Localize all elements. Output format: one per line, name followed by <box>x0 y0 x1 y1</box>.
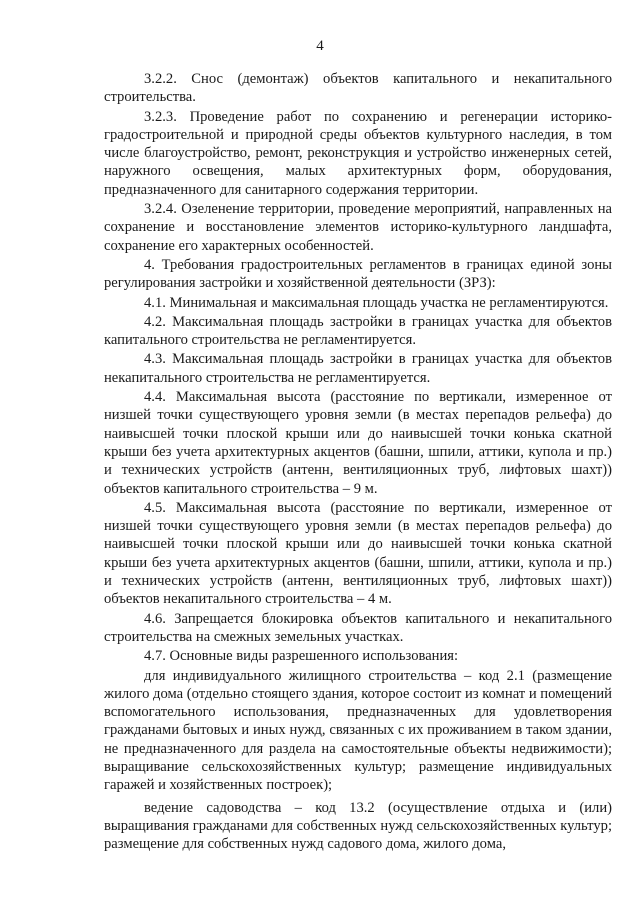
paragraph-4-1: 4.1. Минимальная и максимальная площадь участка не регламентируются. <box>144 294 609 311</box>
page-number: 4 <box>316 38 324 54</box>
paragraph-3-2-2: 3.2.2. Снос (демонтаж) объектов капитального и некапитального строительства. <box>104 71 612 106</box>
paragraph-4-3: 4.3. Максимальная площадь застройки в границах участка для объектов некапитального строительства не регламентируется. <box>104 351 612 386</box>
paragraph-4-7: 4.7. Основные виды разрешенного использования: <box>144 648 459 665</box>
paragraph-3-2-4: 3.2.4. Озеленение территории, проведение мероприятий, направленных на сохранение и восстановление элементов историко-культурного ландшафта, сохранение его характерных особенностей. <box>104 201 612 254</box>
document-body <box>104 70 612 854</box>
paragraph-4-2: 4.2. Максимальная площадь застройки в границах участка для объектов капитального строительства не регламентируется. <box>104 313 612 349</box>
paragraph-4-heading: 4. Требования градостроительных регламентов в границах единой зоны регулирования застройки и хозяйственной деятельности (ЗРЗ): <box>104 256 612 292</box>
paragraph-4-4: 4.4. Максимальная высота (расстояние по вертикали, измеренное от низшей точки существующего уровня земли (в местах перепадов рельефа) до наивысшей точки плоской крыши или до наивысшей точки конька скатной крыши без учета архитектурных акцентов (башни, шпили, аттики, купола и пр.) и технических устройств (антенн, вентиляционных труб, лифтовых шахт)) объектов капитального строительства – 9 м. <box>104 389 612 497</box>
paragraph-3-2-3: 3.2.3. Проведение работ по сохранению и регенерации историко-градостроительной и природной среды объектов культурного наследия, в том числе благоустройство, ремонт, реконструкция и устройство инженерных сетей, наружного освещения, малых архитектурных форм, оборудования, предназначенного для санитарного содержания территории. <box>104 108 612 198</box>
paragraph-use-izhs: для индивидуального жилищного строительства – код 2.1 (размещение жилого дома (отдельно стоящего здания, которое состоит из комнат и помещений вспомогательного использования, предназначенных для удовлетворения гражданами бытовых и иных нужд, связанных с их проживанием в таком здании, не предназначенного для раздела на самостоятельные объекты недвижимости); выращивание сельскохозяйственных культур; размещение индивидуальных гаражей и хозяйственных построек); <box>104 667 612 794</box>
paragraph-use-gardening: ведение садоводства – код 13.2 (осуществление отдыха и (или) выращивания гражданами для собственных нужд сельскохозяйственных культур; размещение для собственных нужд садового дома, жилого дома, <box>104 799 612 853</box>
paragraph-4-6: 4.6. Запрещается блокировка объектов капитального и некапитального строительства на смежных земельных участках. <box>104 610 612 645</box>
paragraph-4-5: 4.5. Максимальная высота (расстояние по вертикали, измеренное от низшей точки существующего уровня земли (в местах перепадов рельефа) до наивысшей точки плоской крыши или до наивысшей точки конька скатной крыши без учета архитектурных акцентов (башни, шпили, аттики, купола и пр.) и технических устройств (антенн, вентиляционных труб, лифтовых шахт)) объектов некапитального строительства – 4 м. <box>104 499 612 608</box>
